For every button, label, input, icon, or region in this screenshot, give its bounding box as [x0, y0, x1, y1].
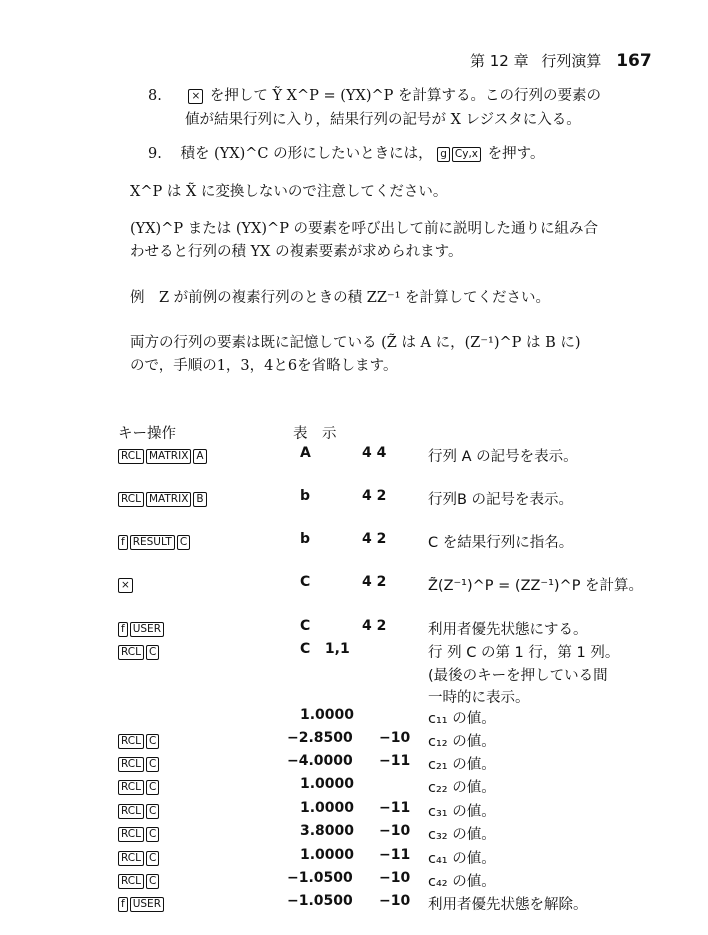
- display-value: A: [300, 445, 311, 461]
- cyx-key: Cy,x: [452, 147, 481, 162]
- rcl-key: RCL: [118, 492, 144, 507]
- c-key: C: [146, 851, 159, 866]
- c-key: C: [146, 645, 159, 660]
- row-comment: 利用者優先状態にする。: [428, 622, 588, 638]
- paragraph-line: わせると行列の積 YX の複素要素が求められます。: [130, 244, 463, 260]
- matrix-key: MATRIX: [146, 449, 191, 464]
- row-comment-line2: (最後のキーを押している間: [428, 668, 608, 684]
- section-title: 行列演算: [541, 52, 602, 70]
- running-header: [470, 50, 652, 71]
- row-comment: c₃₂ の値。: [428, 827, 496, 843]
- display-exponent: −10: [379, 893, 411, 909]
- multiply-key: ×: [188, 89, 203, 104]
- rcl-key: RCL: [118, 874, 144, 889]
- display-exponent: −10: [379, 730, 411, 746]
- paragraph-line: 両方の行列の要素は既に記憶している (Z̃ は A に，(Z⁻¹)^P は B に): [130, 335, 581, 351]
- keys-row-12: [118, 823, 161, 842]
- a-key: A: [193, 449, 206, 464]
- keys-row-15: [118, 893, 166, 912]
- rcl-key: RCL: [118, 449, 144, 464]
- c-key: C: [146, 780, 159, 795]
- row-comment: c₄₁ の値。: [428, 851, 496, 867]
- rcl-key: RCL: [118, 851, 144, 866]
- column-header-display: 表 示: [293, 426, 337, 442]
- row-comment: c₁₁ の値。: [428, 711, 496, 727]
- keys-row-11: [118, 800, 161, 819]
- row-comment: c₂₁ の値。: [428, 757, 496, 773]
- b-key: B: [193, 492, 206, 507]
- keys-row-3: [118, 531, 192, 550]
- paragraph-line: (YX)^P または (YX)^P の要素を呼び出して前に説明した通りに組み合: [130, 221, 599, 237]
- matrix-key: MATRIX: [146, 492, 191, 507]
- step-text-end: を押す。: [487, 146, 545, 162]
- column-header-keys: キー操作: [118, 426, 176, 442]
- display-value: 1.0000: [300, 800, 355, 816]
- result-key: RESULT: [130, 535, 175, 550]
- user-key: USER: [130, 897, 164, 912]
- row-comment: c₂₂ の値。: [428, 780, 496, 796]
- keys-row-14: [118, 870, 161, 889]
- rcl-key: RCL: [118, 757, 144, 772]
- keys-row-4: [118, 574, 135, 593]
- step-9: [148, 142, 544, 163]
- keys-row-6: [118, 641, 161, 660]
- c-key: C: [146, 827, 159, 842]
- step-8-line2: 値が結果行列に入り，結果行列の記号が X レジスタに入る。: [185, 112, 581, 128]
- step-text: を押して Ỹ X^P = (YX)^P を計算する。この行列の要素の: [209, 88, 601, 104]
- rcl-key: RCL: [118, 645, 144, 660]
- c-key: C: [146, 804, 159, 819]
- display-exponent: 4 2: [362, 574, 387, 590]
- f-key: f: [118, 897, 128, 912]
- rcl-key: RCL: [118, 734, 144, 749]
- g-key: g: [437, 147, 450, 162]
- row-comment: C を結果行列に指名。: [428, 535, 574, 551]
- note-paragraph: X^P は X̃ に変換しないので注意してください。: [130, 184, 448, 200]
- keys-row-9: [118, 753, 161, 772]
- row-comment: 行列 A の記号を表示。: [428, 449, 578, 465]
- row-comment-line3: 一時的に表示。: [428, 690, 530, 706]
- row-comment: c₄₂ の値。: [428, 874, 496, 890]
- c-key: C: [146, 757, 159, 772]
- display-value: −1.0500: [287, 870, 353, 886]
- display-exponent: −11: [379, 753, 411, 769]
- row-comment: 利用者優先状態を解除。: [428, 897, 588, 913]
- display-value: −4.0000: [287, 753, 353, 769]
- step-number: 8.: [148, 88, 162, 104]
- row-comment: c₁₂ の値。: [428, 734, 496, 750]
- c-key: C: [177, 535, 190, 550]
- keys-row-10: [118, 776, 161, 795]
- display-value: C: [300, 574, 311, 590]
- c-key: C: [146, 734, 159, 749]
- chapter-label: 第 12 章: [470, 52, 529, 70]
- keys-row-2: [118, 488, 209, 507]
- keys-row-13: [118, 847, 161, 866]
- step-number: 9.: [148, 146, 162, 162]
- keys-row-8: [118, 730, 161, 749]
- display-value: C 1,1: [300, 641, 350, 657]
- keys-row-1: [118, 445, 209, 464]
- display-value: C: [300, 618, 311, 634]
- display-value: 1.0000: [300, 707, 355, 723]
- display-exponent: 4 2: [362, 488, 387, 504]
- f-key: f: [118, 622, 128, 637]
- multiply-key: ×: [118, 578, 133, 593]
- rcl-key: RCL: [118, 827, 144, 842]
- display-exponent: 4 2: [362, 531, 387, 547]
- paragraph-line: ので，手順の1，3，4と6を省略します。: [130, 358, 398, 374]
- display-exponent: 4 4: [362, 445, 387, 461]
- step-8: [148, 84, 601, 105]
- page-number: 167: [616, 51, 652, 71]
- row-comment: c₃₁ の値。: [428, 804, 496, 820]
- rcl-key: RCL: [118, 780, 144, 795]
- user-key: USER: [130, 622, 164, 637]
- display-exponent: −11: [379, 847, 411, 863]
- step-text: 積を (YX)^C の形にしたいときには，: [180, 146, 433, 162]
- rcl-key: RCL: [118, 804, 144, 819]
- keys-row-5: [118, 618, 166, 637]
- example-heading: 例 Z が前例の複素行列のときの積 ZZ⁻¹ を計算してください。: [130, 290, 551, 306]
- display-exponent: 4 2: [362, 618, 387, 634]
- display-value: b: [300, 531, 311, 547]
- f-key: f: [118, 535, 128, 550]
- display-value: 1.0000: [300, 776, 355, 792]
- display-exponent: −11: [379, 800, 411, 816]
- display-exponent: −10: [379, 823, 411, 839]
- display-value: −1.0500: [287, 893, 353, 909]
- display-exponent: −10: [379, 870, 411, 886]
- display-value: 1.0000: [300, 847, 355, 863]
- c-key: C: [146, 874, 159, 889]
- display-value: b: [300, 488, 311, 504]
- display-value: −2.8500: [287, 730, 353, 746]
- row-comment: Z̃(Z⁻¹)^P = (ZZ⁻¹)^P を計算。: [428, 578, 644, 594]
- row-comment: 行 列 C の第 1 行，第 1 列。: [428, 645, 620, 661]
- display-value: 3.8000: [300, 823, 355, 839]
- row-comment: 行列B の記号を表示。: [428, 492, 574, 508]
